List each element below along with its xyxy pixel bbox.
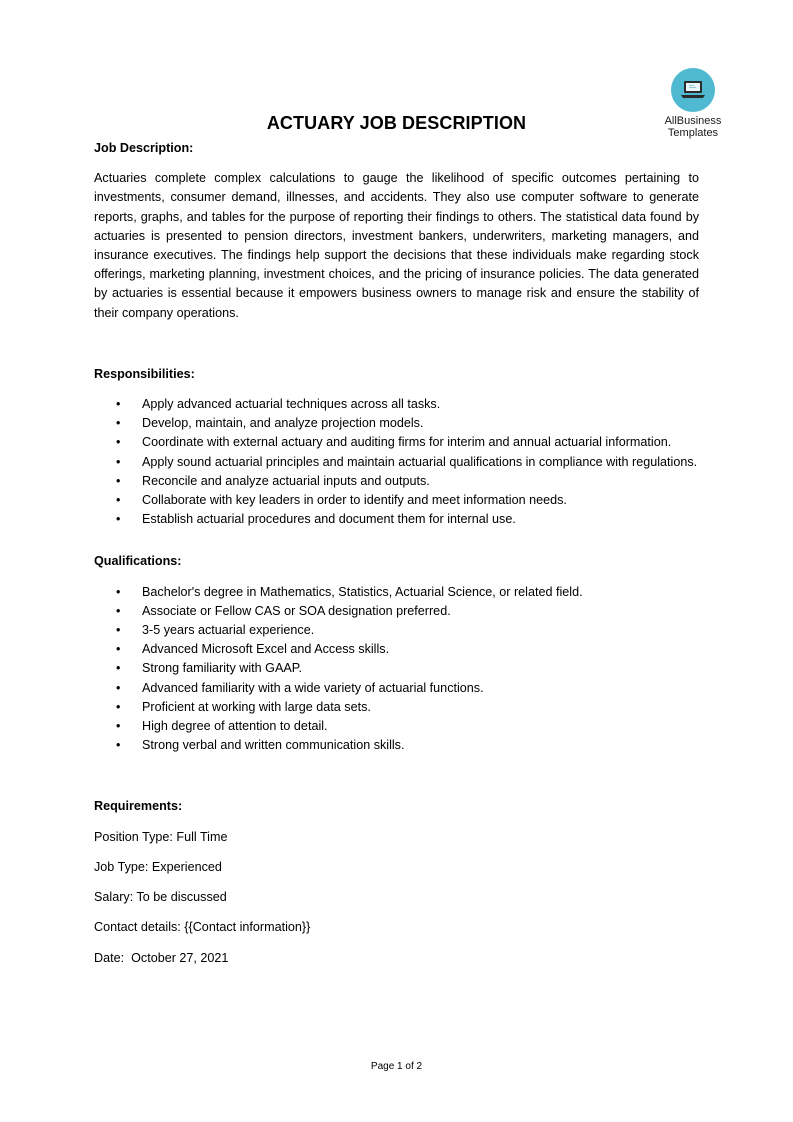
- list-item-text: High degree of attention to detail.: [142, 719, 328, 734]
- job-description-heading: Job Description:: [94, 141, 194, 155]
- position-type: Position Type: Full Time: [94, 829, 228, 844]
- list-item: [94, 602, 699, 621]
- bullet: •: [116, 642, 121, 657]
- bullet: •: [116, 584, 121, 599]
- bullet: •: [116, 680, 121, 695]
- job-type: Job Type: Experienced: [94, 859, 222, 874]
- list-item-text: Establish actuarial procedures and document them for internal use.: [142, 512, 516, 527]
- list-item: [94, 736, 699, 755]
- list-item: [94, 717, 699, 736]
- document-body: [94, 139, 699, 968]
- list-item: [94, 491, 699, 510]
- list-item: [94, 621, 699, 640]
- logo-text-line2: Templates: [667, 127, 719, 139]
- list-item: [94, 414, 699, 433]
- list-item-text: Apply advanced actuarial techniques across all tasks.: [142, 397, 441, 412]
- responsibilities-heading: Responsibilities:: [94, 366, 195, 381]
- list-item: [94, 453, 699, 472]
- list-item: [94, 698, 699, 717]
- qualifications-list: [94, 583, 699, 756]
- bullet: •: [116, 738, 121, 753]
- bullet: •: [116, 493, 121, 508]
- bullet: •: [116, 719, 121, 734]
- contact-details: Contact details: {{Contact information}}: [94, 920, 311, 935]
- bullet: •: [116, 454, 121, 469]
- list-item: [94, 395, 699, 414]
- bullet: •: [116, 435, 121, 450]
- requirements-heading: Requirements:: [94, 799, 183, 814]
- list-item: [94, 679, 699, 698]
- laptop-icon: [681, 80, 705, 100]
- list-item: [94, 583, 699, 602]
- date: Date: October 27, 2021: [94, 950, 229, 965]
- job-description-text: Actuaries complete complex calculations to gauge the likelihood of specific outcomes pertaining to investments, consumer demand, illnesses, and accidents. They also use computer software to generate reports, graphs, and tables for the purpose of reporting their findings to others. The statistical data found by actuaries is presented to pension directors, investment bankers, underwriters, marketing managers, and insurance executives. The findings help support the decisions that these individuals make regarding stock offerings, marketing planning, investment choices, and the pricing of insurance policies. The data generated by actuaries is essential because it empowers business owners to manage risk and ensure the stability of their company operations.: [94, 171, 699, 320]
- bullet: •: [116, 473, 121, 488]
- document-title: ACTUARY JOB DESCRIPTION: [266, 113, 527, 133]
- list-item: [94, 510, 699, 529]
- bullet: •: [116, 416, 121, 431]
- list-item-text: Associate or Fellow CAS or SOA designation preferred.: [142, 603, 451, 618]
- logo-circle: [671, 68, 715, 112]
- list-item-text: Collaborate with key leaders in order to identify and meet information needs.: [142, 493, 567, 508]
- bullet: •: [116, 699, 121, 714]
- page-number: Page 1 of 2: [370, 1061, 423, 1072]
- list-item: [94, 640, 699, 659]
- list-item-text: Develop, maintain, and analyze projection models.: [142, 416, 424, 431]
- list-item: [94, 472, 699, 491]
- list-item-text: Coordinate with external actuary and auditing firms for interim and annual actuarial information.: [142, 435, 672, 450]
- bullet: •: [116, 512, 121, 527]
- bullet: •: [116, 661, 121, 676]
- list-item-text: Advanced Microsoft Excel and Access skills.: [142, 642, 390, 657]
- qualifications-heading: Qualifications:: [94, 554, 182, 569]
- bullet: •: [116, 623, 121, 638]
- list-item-text: Bachelor's degree in Mathematics, Statistics, Actuarial Science, or related field.: [142, 584, 583, 599]
- list-item-text: 3-5 years actuarial experience.: [142, 623, 315, 638]
- list-item-text: Strong verbal and written communication skills.: [142, 738, 405, 753]
- logo-text-line1: AllBusiness: [664, 115, 722, 127]
- list-item-text: Apply sound actuarial principles and maintain actuarial qualifications in compliance with regulations.: [142, 454, 698, 469]
- list-item: [94, 433, 699, 452]
- list-item: [94, 659, 699, 678]
- list-item-text: Proficient at working with large data sets.: [142, 699, 371, 714]
- responsibilities-list: [94, 395, 699, 529]
- bullet: •: [116, 603, 121, 618]
- bullet: •: [116, 397, 121, 412]
- list-item-text: Strong familiarity with GAAP.: [142, 661, 303, 676]
- list-item-text: Advanced familiarity with a wide variety of actuarial functions.: [142, 680, 484, 695]
- salary: Salary: To be discussed: [94, 890, 227, 905]
- list-item-text: Reconcile and analyze actuarial inputs and outputs.: [142, 473, 430, 488]
